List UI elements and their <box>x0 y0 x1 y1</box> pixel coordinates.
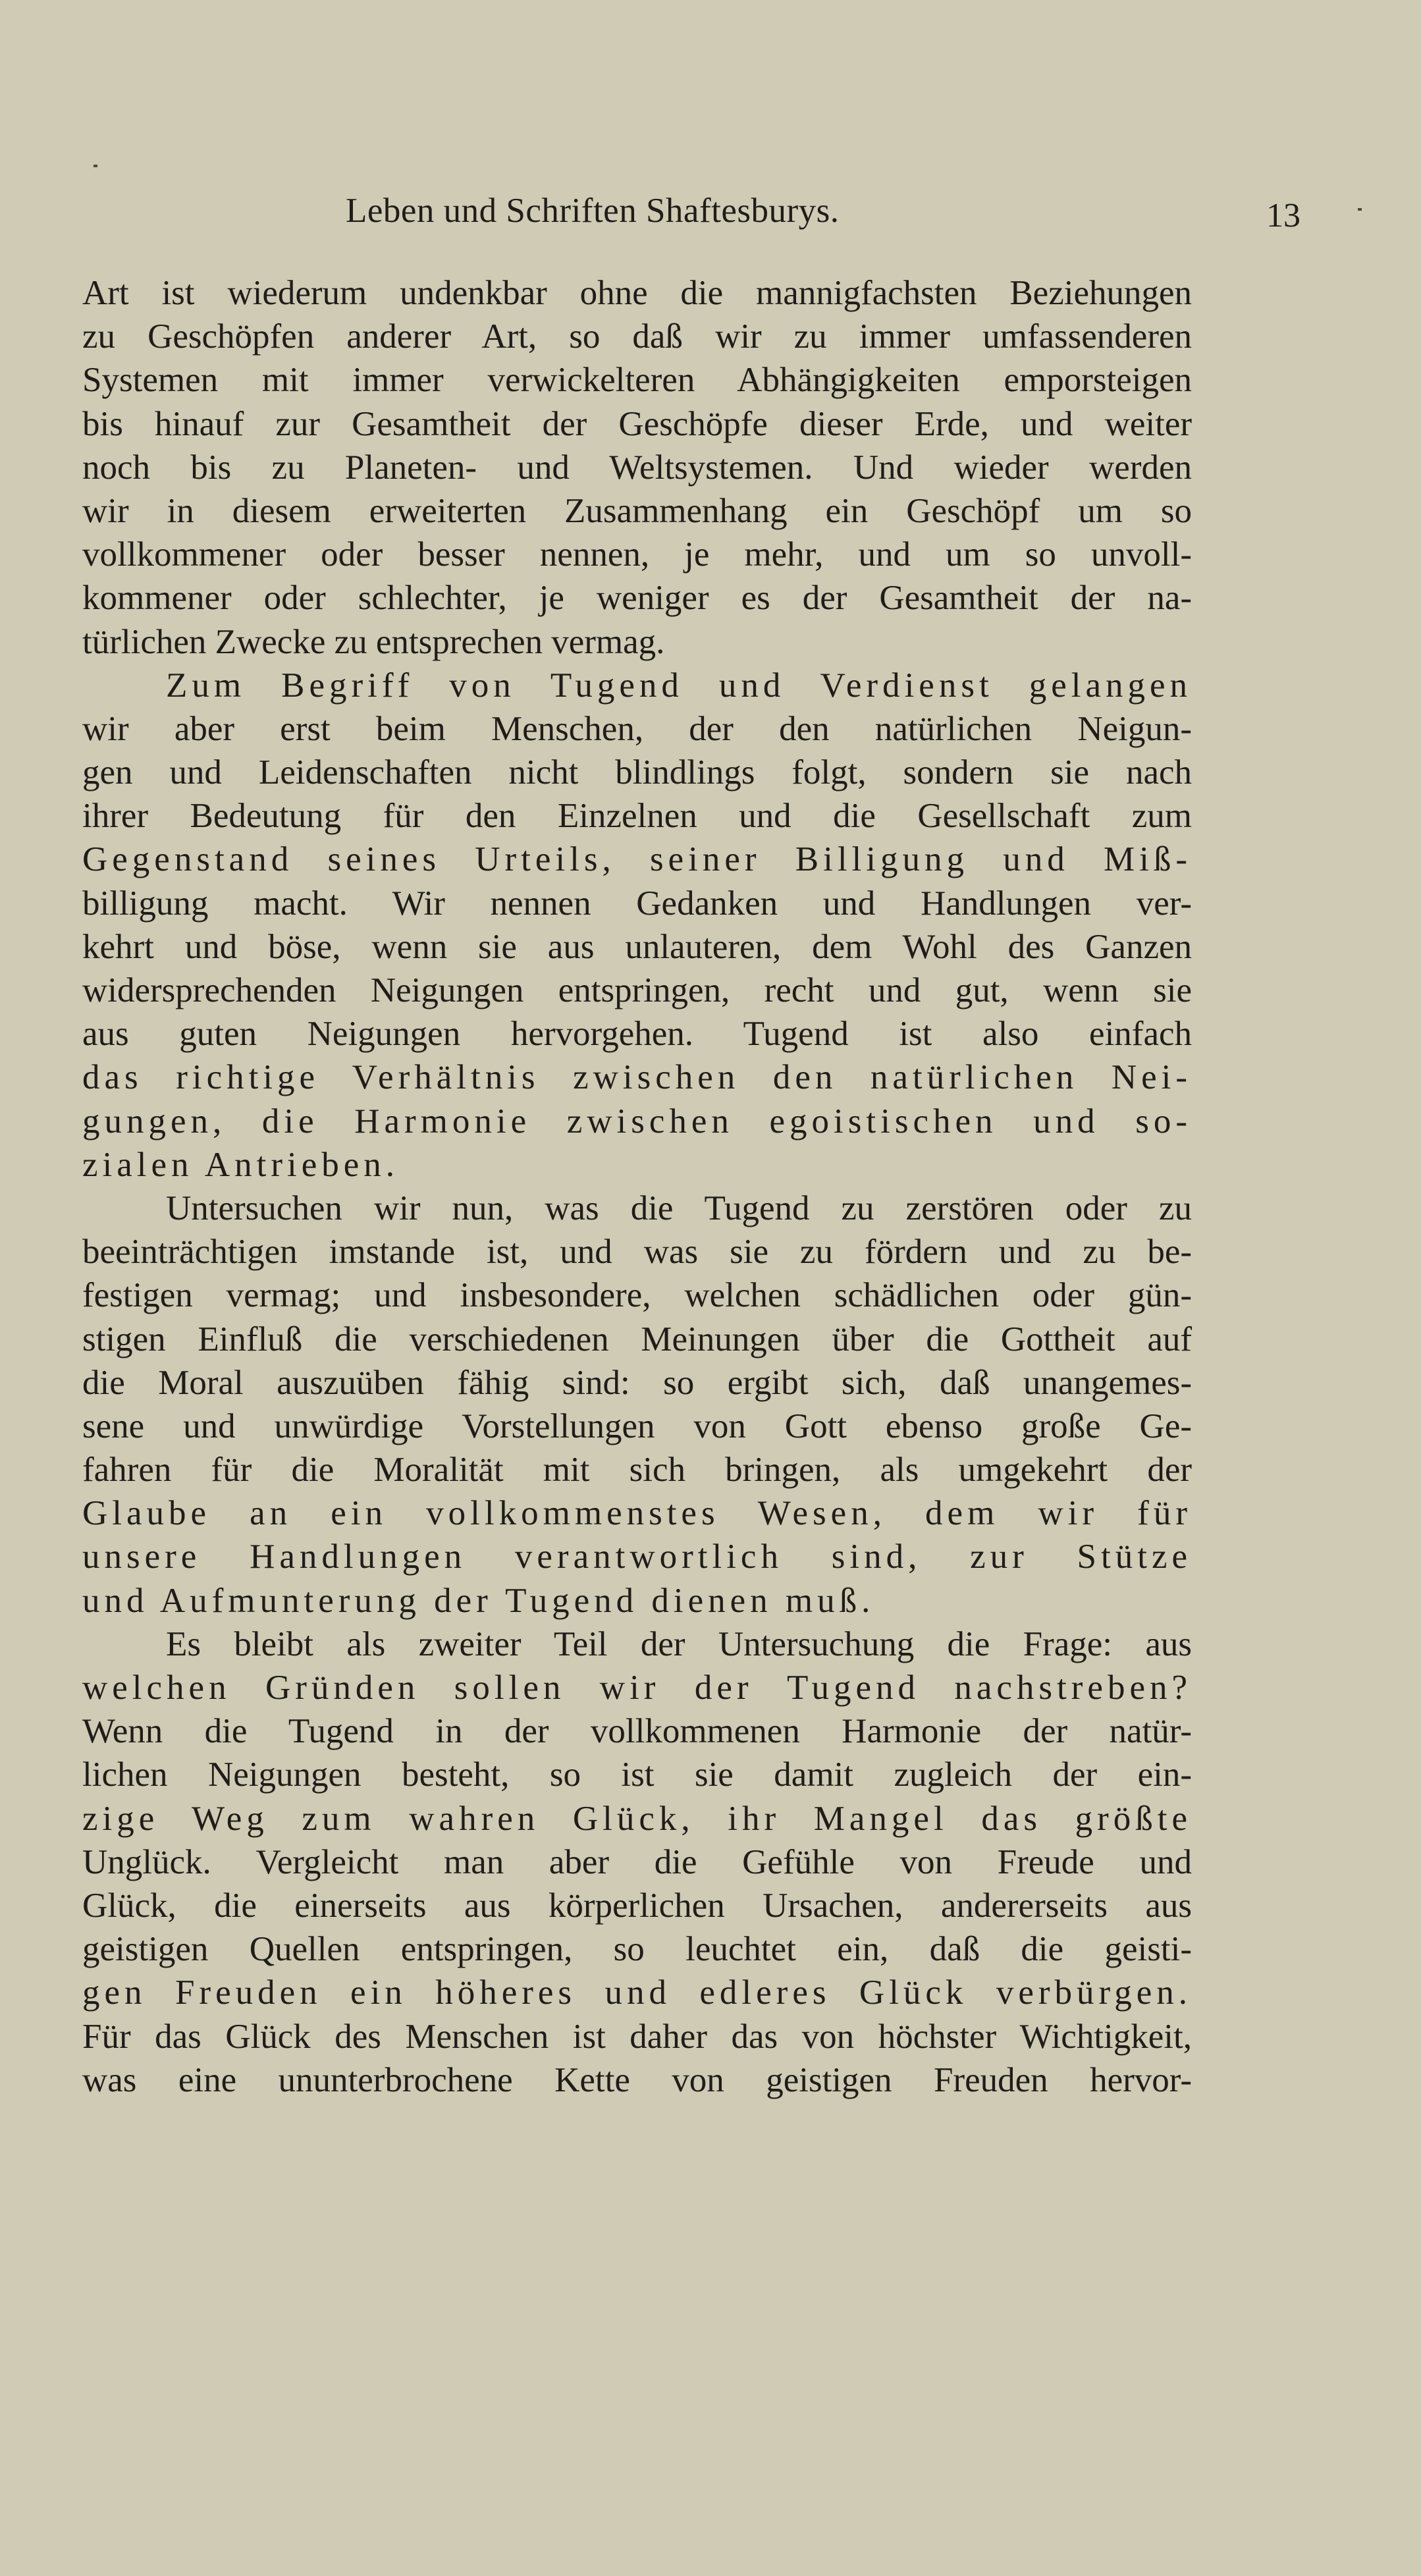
text-line: Systemen mit immer verwickelteren Abhängigkeiten emporsteigen <box>82 361 1192 400</box>
text-line: gen und Leidenschaften nicht blindlings folgt, sondern sie nach <box>82 753 1192 792</box>
text-line: Es bleibt als zweiter Teil der Untersuchung die Frage: aus <box>166 1624 1192 1663</box>
text-line: zige Weg zum wahren Glück, ihr Mangel das größte <box>82 1799 1192 1838</box>
page-number: 13 <box>1266 197 1300 234</box>
text-line: aus guten Neigungen hervorgehen. Tugend ist also einfach <box>82 1015 1192 1054</box>
text-line: Wenn die Tugend in der vollkommenen Harmonie der natür- <box>82 1712 1192 1751</box>
text-line: Art ist wiederum undenkbar ohne die mannigfachsten Beziehungen <box>82 274 1192 312</box>
text-line: Glück, die einerseits aus körperlichen Ursachen, andererseits aus <box>82 1886 1192 1925</box>
text-line: vollkommener oder besser nennen, je mehr, und um so unvoll- <box>82 535 1192 574</box>
text-line: festigen vermag; und insbesondere, welchen schädlichen oder gün- <box>82 1276 1192 1315</box>
text-line: die Moral auszuüben fähig sind: so ergibt sich, daß unangemes- <box>82 1363 1192 1402</box>
text-line: zu Geschöpfen anderer Art, so daß wir zu immer umfassenderen <box>82 317 1192 356</box>
text-line: türlichen Zwecke zu entsprechen vermag. <box>82 622 665 661</box>
text-line: ihrer Bedeutung für den Einzelnen und die Gesellschaft zum <box>82 797 1192 836</box>
text-line: gen Freuden ein höheres und edleres Glück verbürgen. <box>82 1973 1192 2012</box>
text-line: widersprechenden Neigungen entspringen, recht und gut, wenn sie <box>82 971 1192 1009</box>
text-line: bis hinauf zur Gesamtheit der Geschöpfe dieser Erde, und weiter <box>82 404 1192 443</box>
text-line: Zum Begriff von Tugend und Verdienst gelangen <box>166 666 1192 705</box>
text-line: fahren für die Moralität mit sich bringen, als umgekehrt der <box>82 1451 1192 1489</box>
text-line: geistigen Quellen entspringen, so leuchtet ein, daß die geisti- <box>82 1930 1192 1969</box>
ink-speck <box>94 165 97 167</box>
text-line: sene und unwürdige Vorstellungen von Gott ebenso große Ge- <box>82 1407 1192 1445</box>
ink-speck <box>1358 208 1362 211</box>
text-line: Untersuchen wir nun, was die Tugend zu zerstören oder zu <box>166 1189 1192 1227</box>
text-line: noch bis zu Planeten- und Weltsystemen. Und wieder werden <box>82 448 1192 487</box>
page-header <box>82 191 1300 250</box>
text-line: wir in diesem erweiterten Zusammenhang ein Geschöpf um so <box>82 491 1192 530</box>
text-line: stigen Einfluß die verschiedenen Meinungen über die Gottheit auf <box>82 1320 1192 1358</box>
text-line: kehrt und böse, wenn sie aus unlauteren, dem Wohl des Ganzen <box>82 927 1192 966</box>
text-line: billigung macht. Wir nennen Gedanken und Handlungen ver- <box>82 884 1192 923</box>
text-line: welchen Gründen sollen wir der Tugend nachstreben? <box>82 1669 1192 1707</box>
text-line: Unglück. Vergleicht man aber die Gefühle von Freude und <box>82 1842 1192 1881</box>
text-line: unsere Handlungen verantwortlich sind, zur Stütze <box>82 1538 1192 1576</box>
text-line: Für das Glück des Menschen ist daher das von höchster Wichtigkeit, <box>82 2017 1192 2056</box>
text-line: kommener oder schlechter, je weniger es der Gesamtheit der na- <box>82 579 1192 618</box>
text-line: lichen Neigungen besteht, so ist sie damit zugleich der ein- <box>82 1756 1192 1794</box>
text-line: und Aufmunterung der Tugend dienen muß. <box>82 1581 875 1620</box>
text-line: wir aber erst beim Menschen, der den natürlichen Neigun- <box>82 709 1192 748</box>
text-line: beeinträchtigen imstande ist, und was sie zu fördern und zu be- <box>82 1233 1192 1272</box>
text-line: gungen, die Harmonie zwischen egoistischen und so- <box>82 1102 1192 1140</box>
running-title: Leben und Schriften Shaftesburys. <box>346 192 840 230</box>
text-line: Glaube an ein vollkommenstes Wesen, dem wir für <box>82 1494 1192 1533</box>
body-text <box>82 271 1192 2102</box>
text-line: das richtige Verhältnis zwischen den natürlichen Nei- <box>82 1058 1192 1097</box>
text-line: was eine ununterbrochene Kette von geistigen Freuden hervor- <box>82 2060 1192 2099</box>
text-line: Gegenstand seines Urteils, seiner Billigung und Miß- <box>82 840 1192 879</box>
text-line: zialen Antrieben. <box>82 1145 400 1184</box>
